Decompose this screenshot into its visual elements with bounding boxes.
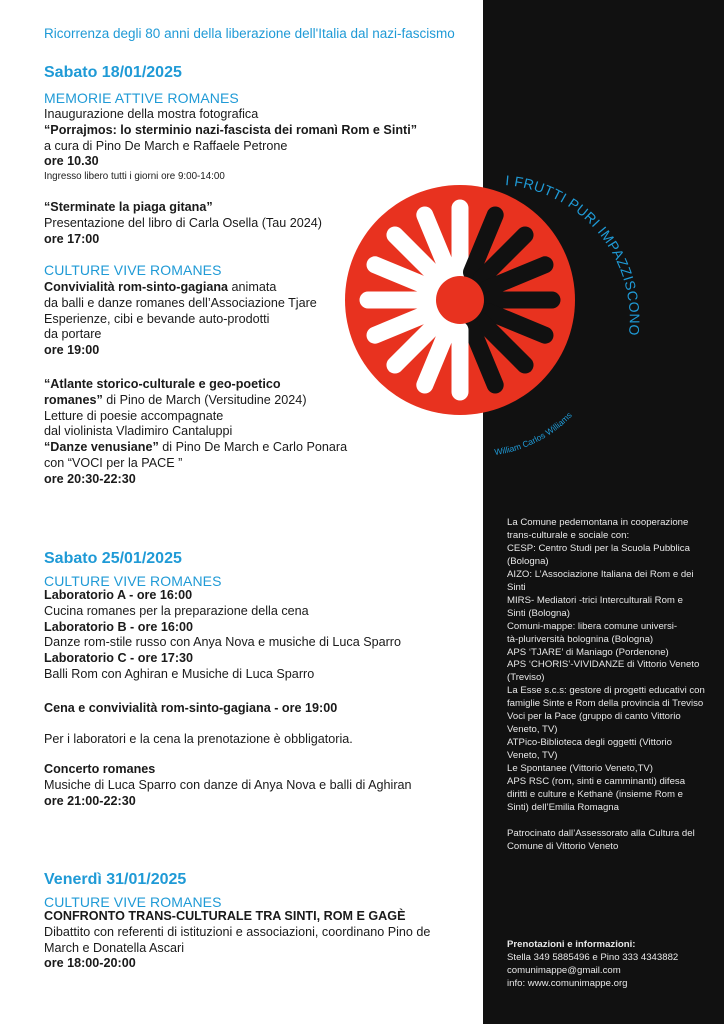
booking-note: Per i laboratori e la cena la prenotazione è obbligatoria. (44, 732, 353, 746)
contacts-phones: Stella 349 5885496 e Pino 333 4343882 (507, 952, 679, 963)
text-line: Laboratorio C - ore 17:30 (44, 651, 194, 666)
text-line: dal violinista Vladimiro Cantaluppi (44, 424, 233, 439)
text-line: Esperienze, cibi e bevande auto-prodotti (44, 311, 270, 326)
event-concerto (44, 762, 484, 809)
partner-line: (Bologna) (507, 555, 549, 567)
header-line: Ricorrenza degli 80 anni della liberazione dell'Italia dal nazi-fascismo (44, 26, 455, 41)
partner-line: Veneto, TV) (507, 750, 558, 762)
contacts-title: Prenotazioni e informazioni: (507, 939, 636, 950)
text-line: Cucina romanes per la preparazione della cena (44, 603, 309, 618)
text-line: CONFRONTO TRANS-CULTURALE TRA SINTI, ROM E GAGÈ (44, 909, 406, 923)
arc-author (494, 410, 574, 457)
partner-line: (Treviso) (507, 672, 545, 684)
text-line: Presentazione del libro di Carla Osella (Tau 2024) (44, 215, 322, 230)
text-line: a cura di Pino De March e Raffaele Petrone (44, 138, 288, 153)
contacts-email[interactable]: comunimappe@gmail.com (507, 965, 621, 976)
text-line: Ingresso libero tutti i giorni ore 9:00-14:00 (44, 171, 225, 183)
time-line: ore 19:00 (44, 343, 100, 358)
wheel-graphic (345, 185, 575, 415)
date-day1: Sabato 18/01/2025 (44, 64, 182, 81)
date-day2: Sabato 25/01/2025 (44, 550, 182, 567)
partner-line: diritti e culture e Kethanè (insieme Rom e (507, 789, 683, 801)
event-convivialita (44, 280, 354, 359)
partner-line: Voci per la Pace (gruppo di canto Vittorio (507, 711, 681, 723)
arc-author-path: William Carlos Williams (493, 410, 574, 458)
partner-line: Comuni-mappe: libera comune universi- (507, 620, 678, 632)
partner-line: CESP: Centro Studi per la Scuola Pubblica (507, 542, 690, 554)
time-line: ore 18:00-20:00 (44, 956, 136, 971)
text-line: Laboratorio A - ore 16:00 (44, 588, 193, 602)
text-line: “Porrajmos: lo sterminio nazi-fascista dei romanì Rom e Sinti” (44, 122, 417, 137)
time-line: ore 21:00-22:30 (44, 793, 136, 808)
partner-line: Sinti (507, 581, 526, 593)
event-confronto (44, 909, 480, 972)
partner-line: Veneto, TV) (507, 724, 558, 736)
text-line: Musiche di Luca Sparro con danze di Anya Nova e balli di Aghiran (44, 777, 412, 792)
partners-list (507, 517, 717, 854)
event-atlante (44, 377, 364, 488)
text-line (44, 440, 364, 456)
category-culture-vive-3: CULTURE VIVE ROMANES (44, 894, 222, 910)
text-line: Letture di poesie accompagnate (44, 408, 224, 423)
plain-text: di Pino de March (Versitudine 2024) (102, 392, 307, 407)
event-cena: Cena e convivialità rom-sinto-gagiana - ore 19:00 (44, 701, 338, 715)
partner-line: MIRS- Mediatori -trici Interculturali Rom e (507, 594, 683, 606)
event-libro (44, 200, 354, 247)
partner-line: AIZO: L’Associazione Italiana dei Rom e dei (507, 568, 694, 580)
date-day3: Venerdì 31/01/2025 (44, 871, 187, 888)
text-line: Inaugurazione della mostra fotografica (44, 107, 259, 121)
partner-line: La Comune pedemontana in cooperazione (507, 517, 689, 528)
arc-title-path: I FRUTTI PURI IMPAZZISCONO (504, 172, 643, 337)
partner-line: tà-pluriversità bolognina (Bologna) (507, 633, 654, 645)
contacts-site[interactable]: info: www.comunimappe.org (507, 978, 628, 989)
text-line: Laboratorio B - ore 16:00 (44, 619, 194, 634)
text-line: Dibattito con referenti di istituzioni e associazioni, coordinano Pino de (44, 924, 431, 939)
text-line: March e Donatella Ascari (44, 940, 184, 955)
partner-line: Le Spontanee (Vittorio Veneto,TV) (507, 763, 653, 775)
partner-line: trans-culturale e sociale con: (507, 529, 630, 541)
partner-line: APS ‘CHORIS’-VIVIDANZE di Vittorio Veneto (507, 659, 700, 671)
partner-line: ATPico-Biblioteca degli oggetti (Vittorio (507, 737, 672, 749)
text-line: da portare (44, 327, 102, 342)
romani-wheel-emblem (340, 150, 650, 470)
event-laboratori (44, 588, 474, 683)
text-line: Concerto romanes (44, 762, 156, 776)
partner-line: APS RSC (rom, sinti e camminanti) difesa (507, 776, 686, 788)
text-line: Balli Rom con Aghiran e Musiche di Luca Sparro (44, 666, 315, 681)
bold-text: Convivialità rom-sinto-gagiana (44, 280, 229, 294)
time-line: ore 20:30-22:30 (44, 471, 136, 486)
partner-line: Comune di Vittorio Veneto (507, 840, 619, 852)
text-line: “Sterminate la piaga gitana” (44, 200, 213, 214)
text-line (44, 393, 364, 409)
partner-line: famiglie Sinte e Rom della provincia di Treviso (507, 698, 704, 710)
partner-line: La Esse s.c.s: gestore di progetti educativi con (507, 685, 705, 697)
partner-line: APS ‘TJARE’ di Maniago (Pordenone) (507, 646, 669, 658)
category-memorie: MEMORIE ATTIVE ROMANES (44, 90, 239, 106)
text-line: “Atlante storico-culturale e geo-poetico (44, 377, 281, 391)
bold-text: “Danze venusiane” (44, 440, 159, 455)
plain-text: animata (228, 280, 277, 294)
text-line: Danze rom-stile russo con Anya Nova e musiche di Luca Sparro (44, 635, 401, 650)
partner-line: Sinti (Bologna) (507, 607, 570, 619)
text-line: con “VOCI per la PACE ” (44, 455, 183, 470)
time-line: ore 17:00 (44, 231, 100, 246)
bold-text: romanes” (44, 392, 103, 407)
category-culture-vive: CULTURE VIVE ROMANES (44, 262, 222, 278)
partner-line: Sinti) dell’Emilia Romagna (507, 801, 619, 813)
wheel-hub (436, 276, 484, 324)
time-line: ore 10.30 (44, 154, 99, 169)
text-line: da balli e danze romanes dell’Associazione Tjare (44, 295, 317, 310)
partner-line: Patrocinato dall’Assessorato alla Cultura del (507, 827, 695, 839)
text-line (44, 280, 354, 296)
category-culture-vive-2: CULTURE VIVE ROMANES (44, 573, 222, 589)
plain-text: di Pino De March e Carlo Ponara (158, 440, 348, 455)
partner-line (507, 815, 717, 828)
contacts-block (507, 938, 717, 990)
